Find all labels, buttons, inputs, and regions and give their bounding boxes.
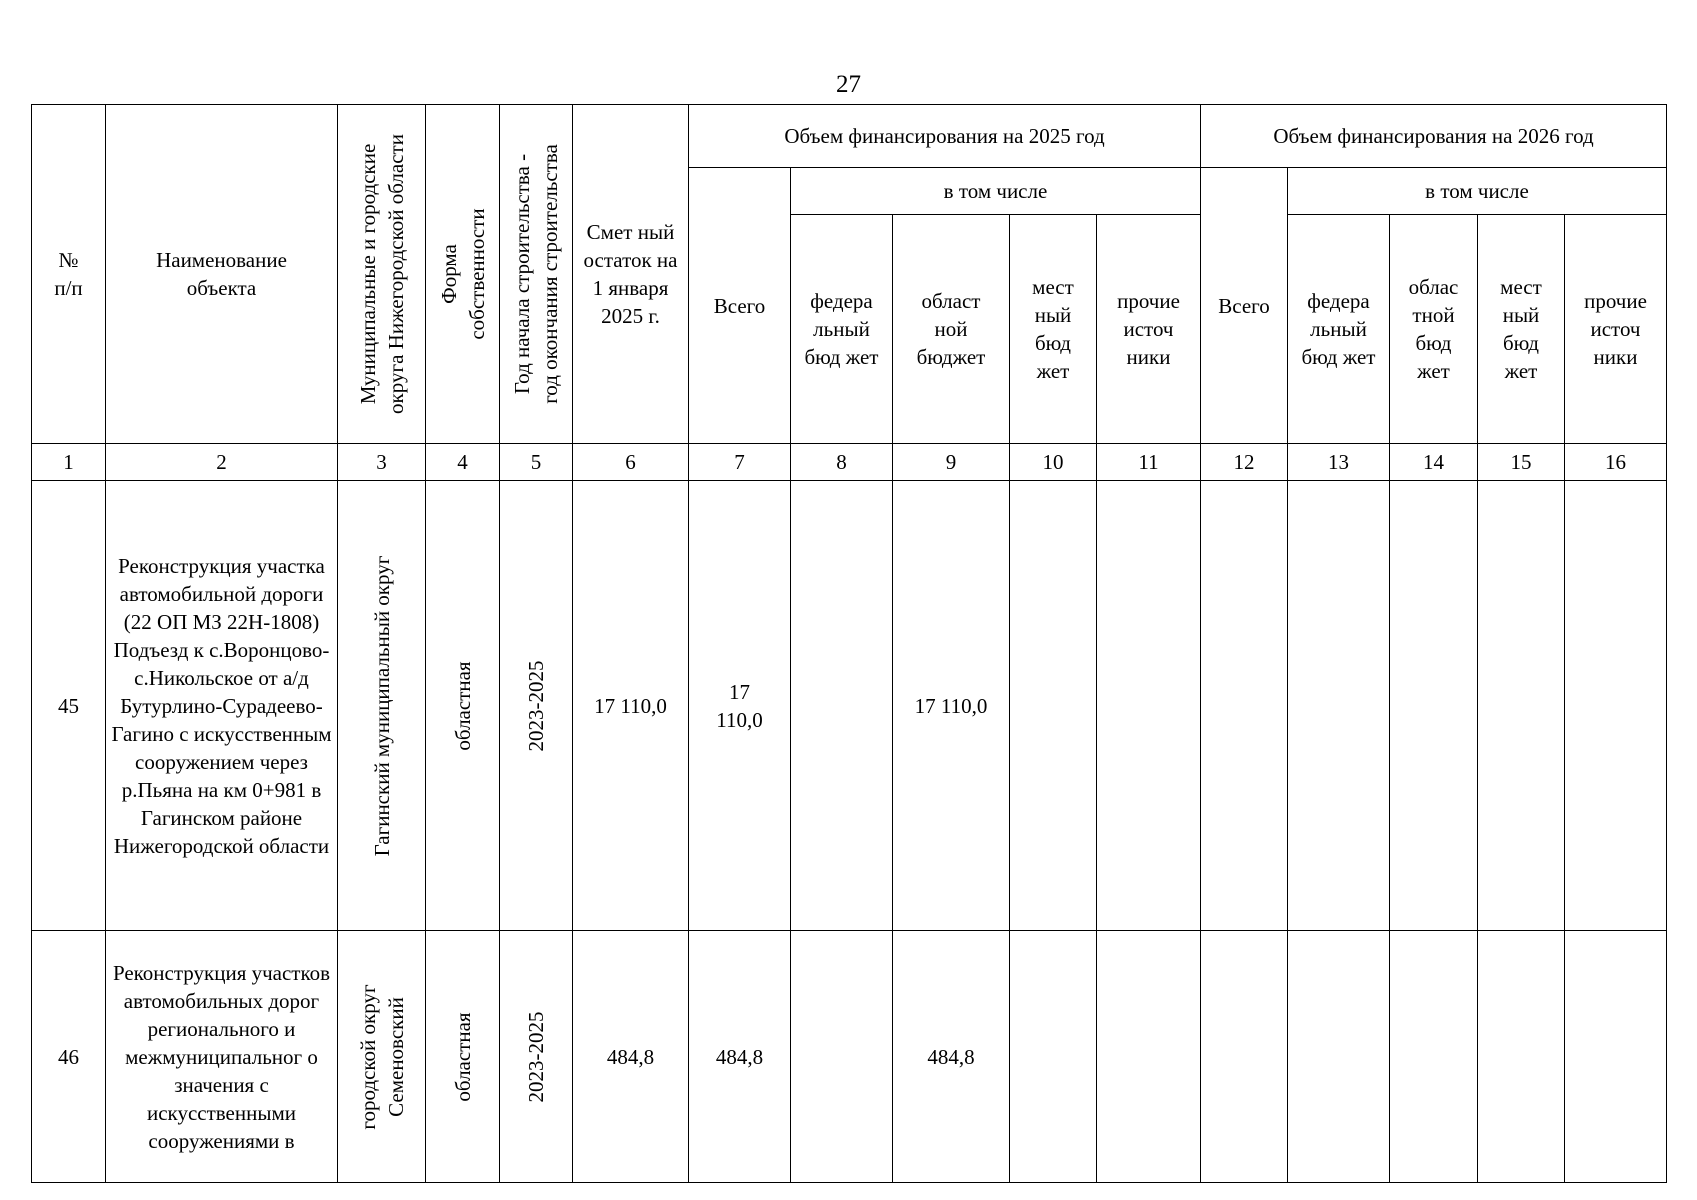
local-2025-cell	[1010, 931, 1097, 1183]
ownership-text: областная	[450, 660, 475, 751]
header-local-2026: мест ный бюд жет	[1478, 215, 1565, 444]
table-row-46	[32, 931, 1667, 1183]
total-2025-cell: 17 110,0	[689, 481, 791, 931]
table-row-45	[32, 481, 1667, 931]
column-number: 12	[1201, 444, 1288, 481]
header-federal-2026: федера льный бюд жет	[1288, 215, 1390, 444]
other-2025-cell	[1097, 481, 1201, 931]
regional-2026-cell	[1390, 931, 1478, 1183]
header-years	[500, 105, 573, 444]
district-cell	[338, 481, 426, 931]
column-number: 14	[1390, 444, 1478, 481]
column-number: 11	[1097, 444, 1201, 481]
header-local-2025: мест ный бюд жет	[1010, 215, 1097, 444]
object-name: Реконструкция участка автомобильной дороги (22 ОП МЗ 22Н-1808) Подъезд к с.Воронцово-с.Никольское от а/д Бутурлино-Сурадеево-Гагино с искусственным сооружением через р.Пьяна на км 0+981 в Гагинском районе Нижегородской области	[106, 481, 338, 931]
column-number: 5	[500, 444, 573, 481]
total-2026-cell	[1201, 481, 1288, 931]
page-number: 27	[836, 71, 861, 98]
header-object-name: Наименование объекта	[106, 105, 338, 444]
column-number: 4	[426, 444, 500, 481]
years-text: 2023-2025	[524, 660, 548, 751]
federal-2026-cell	[1288, 481, 1390, 931]
header-including-2025: в том числе	[791, 168, 1201, 215]
column-number: 7	[689, 444, 791, 481]
column-number: 15	[1478, 444, 1565, 481]
header-ownership-text: Форма собственности	[436, 208, 489, 340]
regional-2026-cell	[1390, 481, 1478, 931]
header-balance: Смет ный остаток на 1 января 2025 г.	[573, 105, 689, 444]
balance-cell: 17 110,0	[573, 481, 689, 931]
other-2025-cell	[1097, 931, 1201, 1183]
years-cell	[500, 481, 573, 931]
column-number: 10	[1010, 444, 1097, 481]
total-2025-cell: 484,8	[689, 931, 791, 1183]
header-other-2025: прочие источ ники	[1097, 215, 1201, 444]
balance-cell: 484,8	[573, 931, 689, 1183]
row-number: 45	[32, 481, 106, 931]
other-2026-cell	[1565, 931, 1667, 1183]
column-number-row	[32, 444, 1667, 481]
column-number: 8	[791, 444, 893, 481]
federal-2026-cell	[1288, 931, 1390, 1183]
header-district	[338, 105, 426, 444]
column-number: 9	[893, 444, 1010, 481]
ownership-cell	[426, 481, 500, 931]
federal-2025-cell	[791, 931, 893, 1183]
district-text: Гагинский муниципальный округ	[369, 555, 394, 856]
total-2026-cell	[1201, 931, 1288, 1183]
header-total-2025: Всего	[689, 168, 791, 444]
header-federal-2025: федера льный бюд жет	[791, 215, 893, 444]
column-number: 3	[338, 444, 426, 481]
column-number: 16	[1565, 444, 1667, 481]
local-2025-cell	[1010, 481, 1097, 931]
years-text: 2023-2025	[524, 1011, 548, 1102]
column-number: 2	[106, 444, 338, 481]
district-cell	[338, 931, 426, 1183]
column-number: 1	[32, 444, 106, 481]
header-regional-2025: област ной бюджет	[893, 215, 1010, 444]
column-number: 6	[573, 444, 689, 481]
row-number: 46	[32, 931, 106, 1183]
regional-2025-cell: 17 110,0	[893, 481, 1010, 931]
district-text: городской округ Семеновский	[355, 983, 408, 1130]
header-group-2026: Объем финансирования на 2026 год	[1201, 105, 1667, 168]
header-total-2026: Всего	[1201, 168, 1288, 444]
header-number: № п/п	[32, 105, 106, 444]
header-ownership	[426, 105, 500, 444]
federal-2025-cell	[791, 481, 893, 931]
other-2026-cell	[1565, 481, 1667, 931]
ownership-cell	[426, 931, 500, 1183]
column-number: 13	[1288, 444, 1390, 481]
header-group-2025: Объем финансирования на 2025 год	[689, 105, 1201, 168]
header-other-2026: прочие источ ники	[1565, 215, 1667, 444]
header-row-1	[32, 105, 1667, 168]
financing-table	[31, 104, 1667, 1183]
local-2026-cell	[1478, 931, 1565, 1183]
header-years-text: Год начала строительства - год окончания строительства	[510, 144, 562, 404]
local-2026-cell	[1478, 481, 1565, 931]
header-including-2026: в том числе	[1288, 168, 1667, 215]
regional-2025-cell: 484,8	[893, 931, 1010, 1183]
object-name: Реконструкция участков автомобильных дорог регионального и межмуниципальног о значения с искусственными сооружениями в	[106, 931, 338, 1183]
years-cell	[500, 931, 573, 1183]
header-regional-2026: облас тной бюд жет	[1390, 215, 1478, 444]
ownership-text: областная	[450, 1011, 475, 1102]
header-district-text: Муниципальные и городские округа Нижегородской области	[355, 134, 408, 414]
